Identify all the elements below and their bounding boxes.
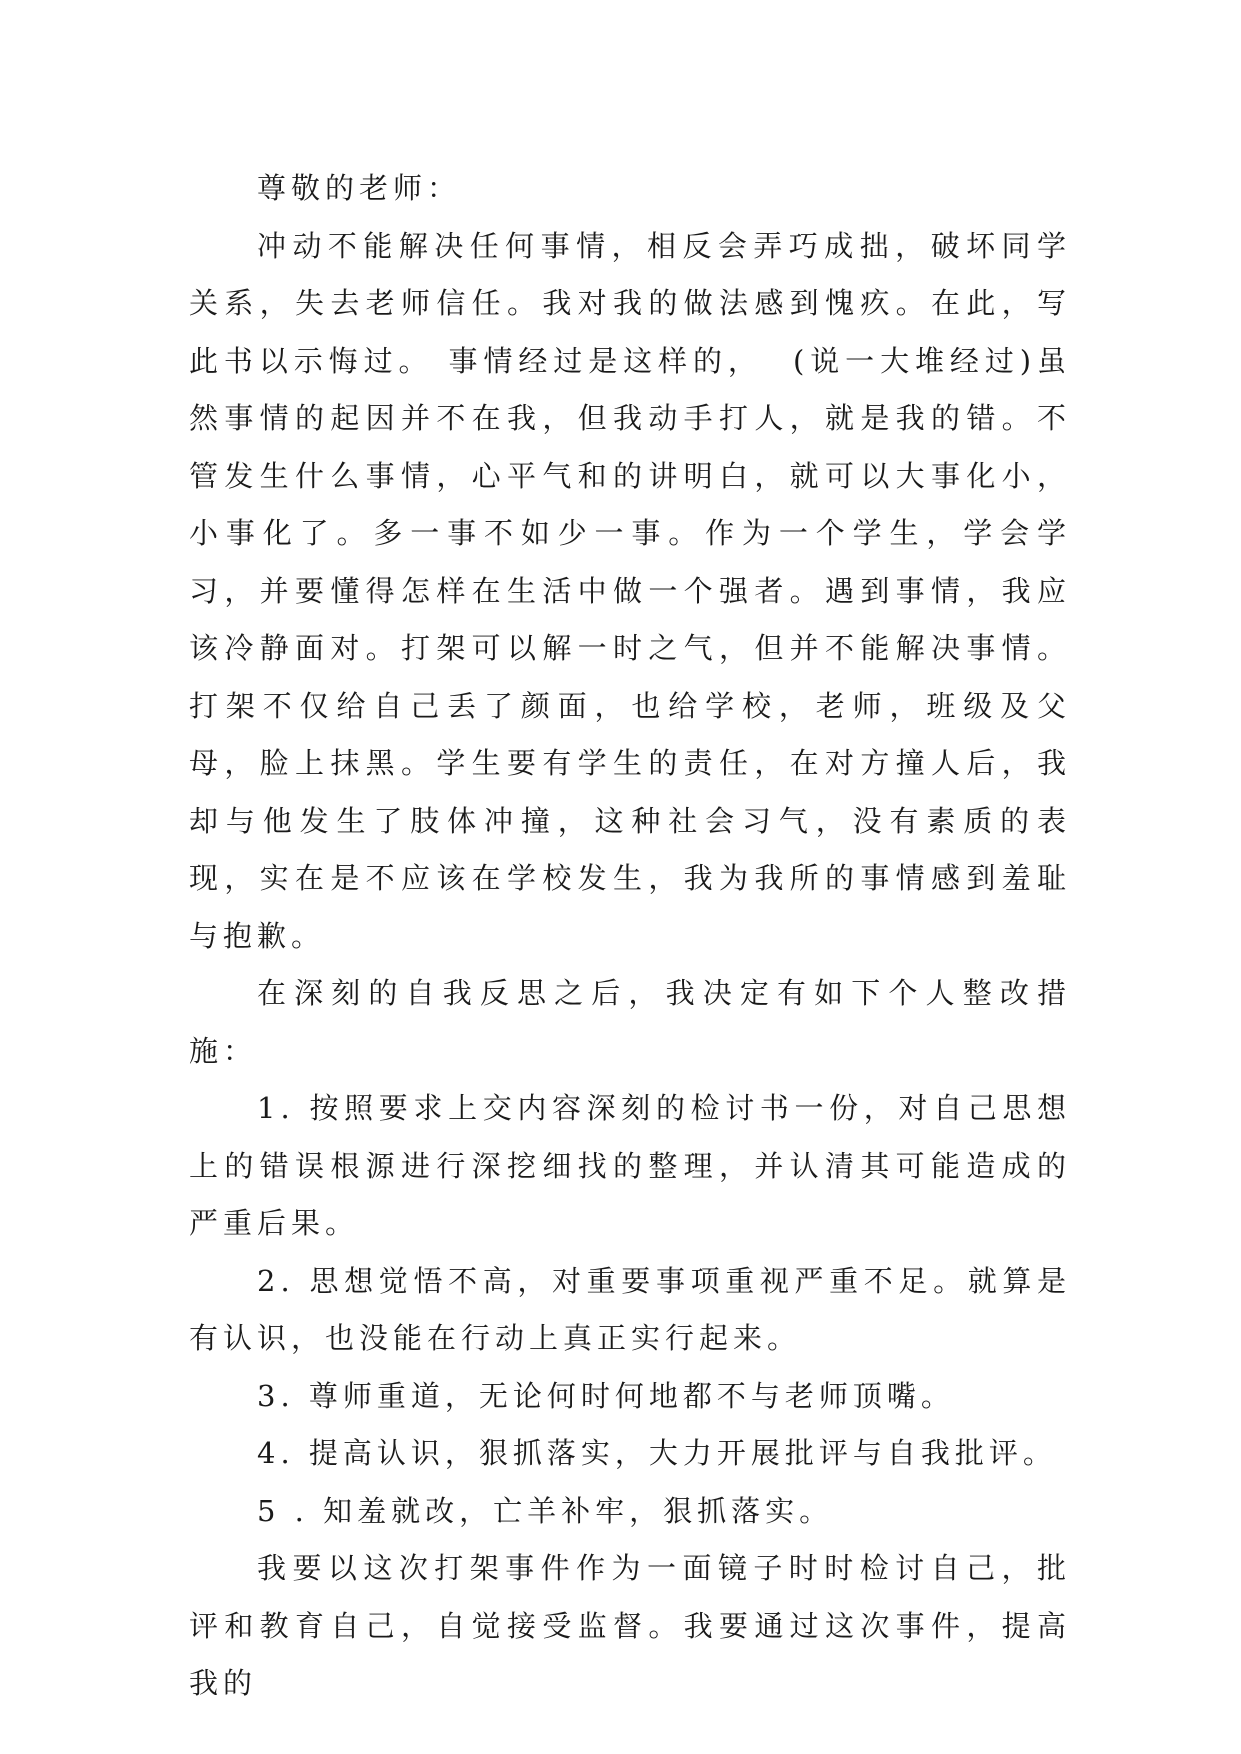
document-body: [189, 160, 1071, 1713]
measure-item-2: 2. 思想觉悟不高，对重要事项重视严重不足。就算是有认识，也没能在行动上真正实行起来。: [189, 1263, 1071, 1355]
paragraph-measures-intro: 在深刻的自我反思之后，我决定有如下个人整改措施：: [189, 976, 1071, 1068]
measure-item-1: 1. 按照要求上交内容深刻的检讨书一份，对自己思想上的错误根源进行深挖细找的整理，并认清其可能造成的严重后果。: [189, 1091, 1071, 1240]
paragraph-incident: 冲动不能解决任何事情，相反会弄巧成拙，破坏同学关系，失去老师信任。我对我的做法感到愧疚。在此，写此书以示悔过。 事情经过是这样的， (说一大堆经过)虽然事情的起因并不在我，但我动手打人，就是我的错。不管发生什么事情，心平气和的讲明白，就可以大事化小，小事化了。多一事不如少一事。作为一个学生，学会学习，并要懂得怎样在生活中做一个强者。遇到事情，我应该冷静面对。打架可以解一时之气，但并不能解决事情。打架不仅给自己丢了颜面，也给学校，老师，班级及父母，脸上抹黑。学生要有学生的责任，在对方撞人后，我却与他发生了肢体冲撞，这种社会习气，没有素质的表现，实在是不应该在学校发生，我为我所的事情感到羞耻与抱歉。: [189, 228, 1071, 953]
measure-item-4: 4. 提高认识，狠抓落实，大力开展批评与自我批评。: [257, 1436, 1057, 1470]
measure-item-5: 5 . 知羞就改，亡羊补牢，狠抓落实。: [257, 1493, 834, 1528]
paragraph-conclusion: 我要以这次打架事件作为一面镜子时时检讨自己，批评和教育自己，自觉接受监督。我要通过这次事件，提高我的: [189, 1551, 1071, 1700]
salutation: 尊敬的老师：: [257, 171, 462, 205]
measure-item-3: 3. 尊师重道，无论何时何地都不与老师顶嘴。: [257, 1378, 955, 1413]
